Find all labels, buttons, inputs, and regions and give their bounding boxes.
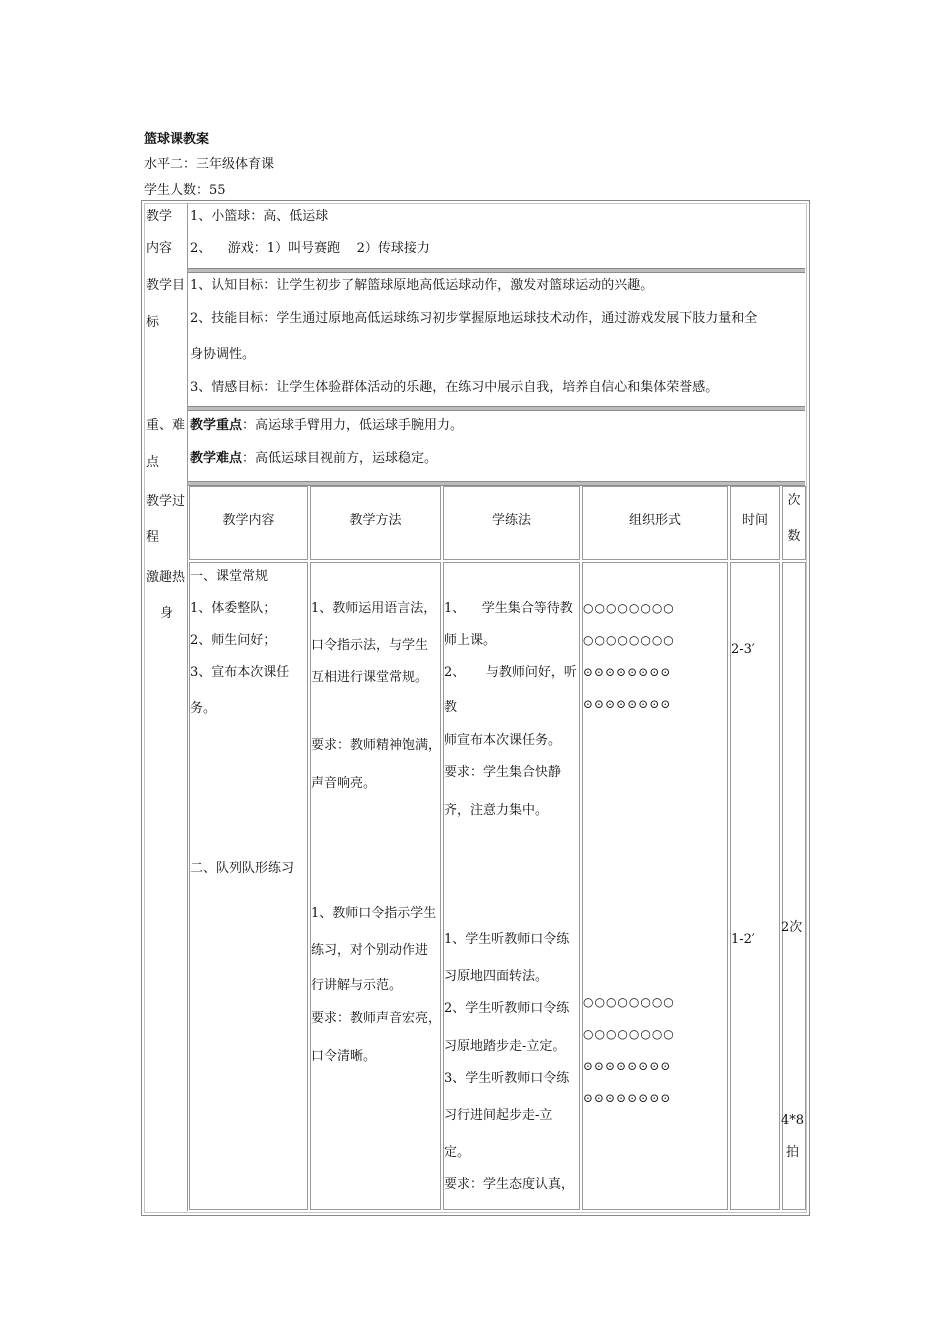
difficult-point-text: ：高低运球目视前方，运球稳定。 xyxy=(242,451,438,466)
practice-1-line-3: 教 xyxy=(444,700,458,715)
process-label-1: 教学过 xyxy=(146,494,186,509)
formation-1-row-1: ○○○○○○○○ xyxy=(583,633,675,647)
practice-1-line-5: 要求：学生集合快静 xyxy=(444,765,562,780)
header-count-1: 次 xyxy=(787,493,801,508)
method-1-line-1: 口令指示法，与学生 xyxy=(311,638,429,653)
key-point-label: 教学重点 xyxy=(190,418,243,433)
header-method: 教学方法 xyxy=(349,513,402,528)
method-2-line-1: 练习，对个别动作进 xyxy=(311,943,429,958)
warmup-label-1: 激趣热 xyxy=(146,570,186,585)
practice-1-line-6: 齐，注意力集中。 xyxy=(444,803,549,818)
formation-2-row-2: ⊙⊙⊙⊙⊙⊙⊙⊙ xyxy=(583,1059,672,1073)
warmup-content-4: 务。 xyxy=(190,701,217,716)
method-1-line-0: 1、教师运用语言法， xyxy=(311,601,437,616)
formation-2-row-3: ⊙⊙⊙⊙⊙⊙⊙⊙ xyxy=(583,1091,672,1105)
goals-label-2: 标 xyxy=(146,315,160,330)
header-practice: 学练法 xyxy=(491,513,531,528)
header-time: 时间 xyxy=(741,513,768,528)
warmup-content-drill: 二、队列队形练习 xyxy=(190,861,295,876)
goal-affective: 3、情感目标：让学生体验群体活动的乐趣，在练习中展示自我，培养自信心和集体荣誉感。 xyxy=(190,380,719,395)
student-count: 学生人数：55 xyxy=(144,183,226,198)
header-formation: 组织形式 xyxy=(628,513,681,528)
content-line-2: 2、 游戏：1）叫号赛跑 2）传球接力 xyxy=(190,241,430,256)
practice-1-line-1: 师上课。 xyxy=(444,633,497,648)
method-2-line-2: 行讲解与示范。 xyxy=(311,978,403,993)
practice-2-line-6: 定。 xyxy=(444,1145,471,1160)
grade-level: 水平二：三年级体育课 xyxy=(144,157,275,172)
content-label-2: 内容 xyxy=(146,241,173,256)
label-column-divider xyxy=(187,203,188,1211)
key-point xyxy=(190,410,463,442)
practice-1-line-2: 2、 与教师问好，听 xyxy=(444,665,577,680)
goal-skill-cont: 身协调性。 xyxy=(190,347,256,362)
formation-1-row-3: ⊙⊙⊙⊙⊙⊙⊙⊙ xyxy=(583,697,672,711)
goal-skill: 2、技能目标：学生通过原地高低运球练习初步掌握原地运球技术动作，通过游戏发展下肢力量和全 xyxy=(190,311,758,326)
warmup-content-0: 一、课堂常规 xyxy=(190,569,269,584)
difficult-point xyxy=(190,443,437,475)
practice-2-line-4: 3、学生听教师口令练 xyxy=(444,1071,570,1086)
warmup-content-1: 1、体委整队； xyxy=(190,601,277,616)
practice-2-line-7: 要求：学生态度认真， xyxy=(444,1177,575,1192)
practice-2-line-5: 习行进间起步走-立 xyxy=(444,1108,553,1123)
practice-1-line-0: 1、 学生集合等待教 xyxy=(444,601,573,616)
method-2-line-4: 口令清晰。 xyxy=(311,1049,377,1064)
formation-1-row-2: ⊙⊙⊙⊙⊙⊙⊙⊙ xyxy=(583,665,672,679)
goals-label-1: 教学目 xyxy=(146,278,186,293)
method-1-line-4: 要求：教师精神饱满， xyxy=(311,738,442,753)
practice-2-line-0: 1、学生听教师口令练 xyxy=(444,932,570,947)
method-2-line-0: 1、教师口令指示学生 xyxy=(311,906,437,921)
goal-cognitive: 1、认知目标：让学生初步了解篮球原地高低运球动作，激发对篮球运动的兴趣。 xyxy=(190,278,654,293)
method-1-line-2: 互相进行课堂常规。 xyxy=(311,670,429,685)
time-2: 1-2′ xyxy=(731,932,755,947)
content-label-1: 教学 xyxy=(146,209,173,224)
time-1: 2-3′ xyxy=(731,642,755,657)
formation-2-row-1: ○○○○○○○○ xyxy=(583,1027,675,1041)
warmup-content-2: 2、师生问好； xyxy=(190,633,277,648)
practice-2-line-3: 习原地踏步走-立定。 xyxy=(444,1039,566,1054)
keypoints-label-1: 重、难 xyxy=(146,418,186,433)
header-content: 教学内容 xyxy=(222,513,275,528)
practice-2-line-2: 2、学生听教师口令练 xyxy=(444,1001,570,1016)
practice-2-line-1: 习原地四面转法。 xyxy=(444,969,549,984)
process-label-2: 程 xyxy=(146,530,160,545)
document-title: 篮球课教案 xyxy=(144,132,210,147)
difficult-point-label: 教学难点 xyxy=(190,451,243,466)
method-2-line-3: 要求：教师声音宏亮， xyxy=(311,1011,442,1026)
practice-1-line-4: 师宣布本次课任务。 xyxy=(444,733,562,748)
warmup-label-2: 身 xyxy=(160,606,174,621)
content-line-1: 1、小篮球：高、低运球 xyxy=(190,209,329,224)
warmup-content-3: 3、宣布本次课任 xyxy=(190,665,290,680)
formation-1-row-0: ○○○○○○○○ xyxy=(583,601,675,615)
method-1-line-5: 声音响亮。 xyxy=(311,776,377,791)
header-count-2: 数 xyxy=(787,529,801,544)
formation-2-row-0: ○○○○○○○○ xyxy=(583,995,675,1009)
count-2b: 拍 xyxy=(786,1145,800,1160)
key-point-text: ：高运球手臂用力，低运球手腕用力。 xyxy=(242,418,464,433)
count-2a: 4*8 xyxy=(781,1113,805,1128)
count-1: 2次 xyxy=(781,920,803,935)
keypoints-label-2: 点 xyxy=(146,455,160,470)
